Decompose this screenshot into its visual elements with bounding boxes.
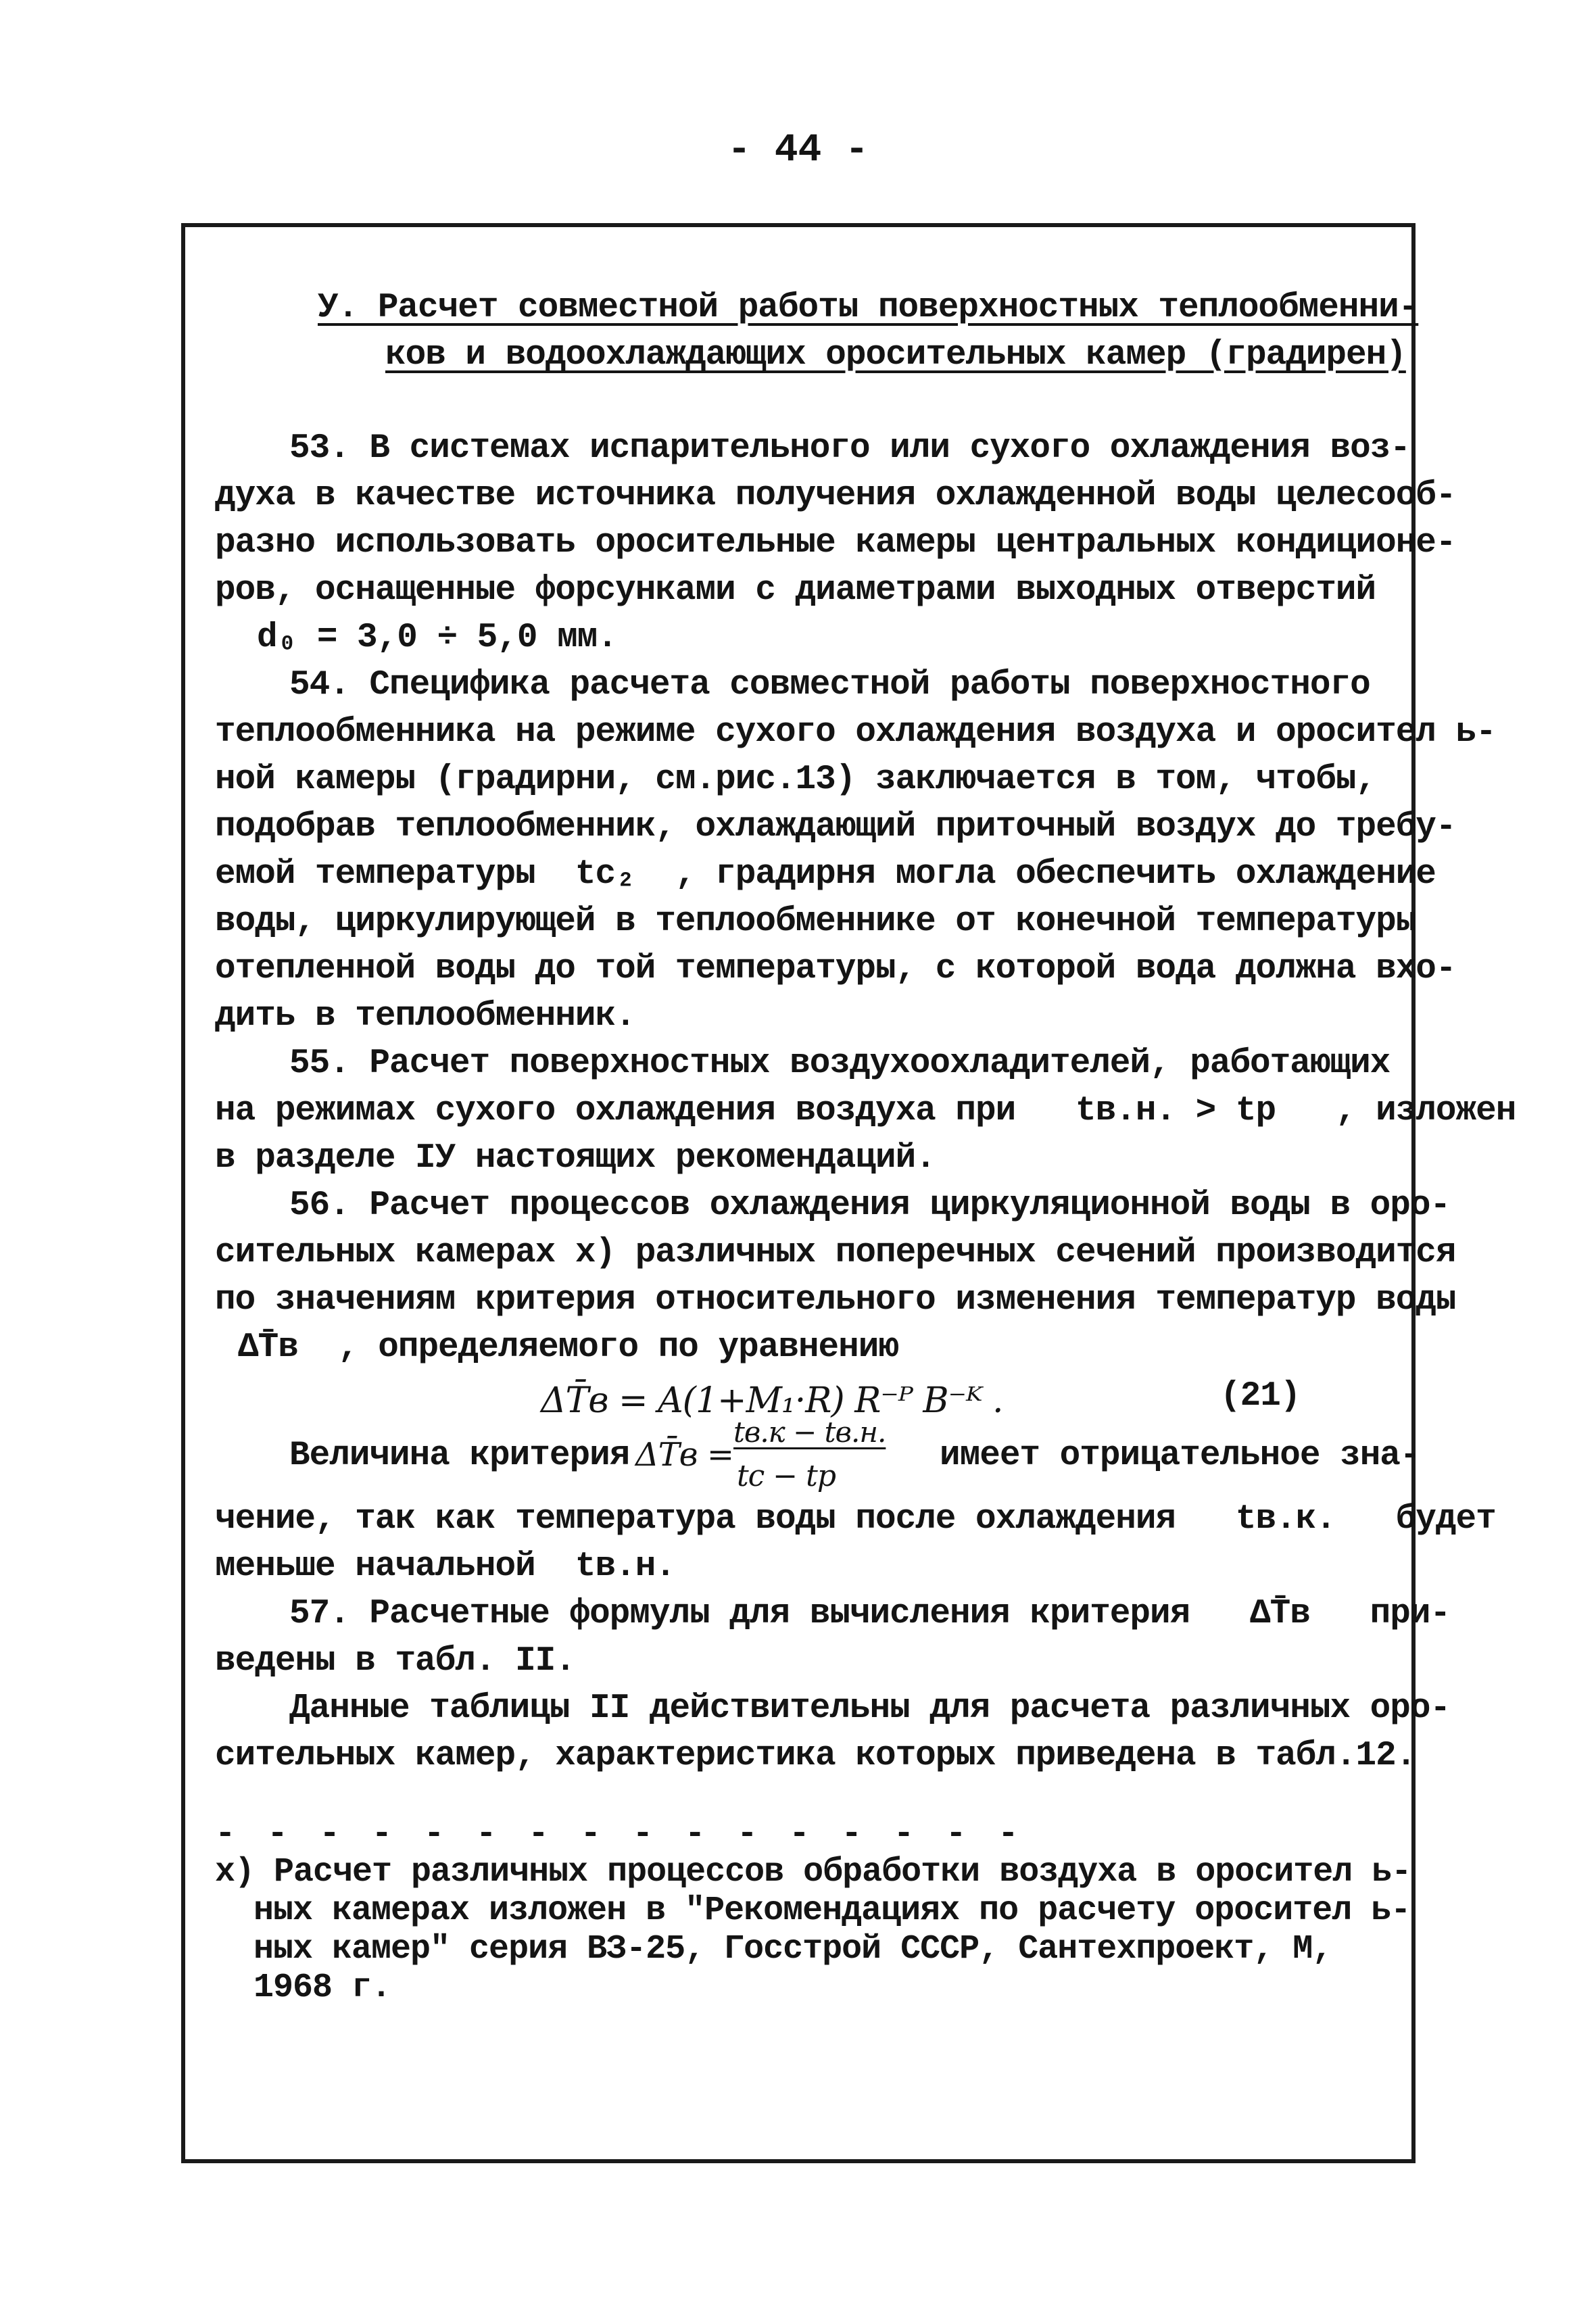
section-title-line-2: ков и водоохлаждающих оросительных камер (градирен) [385,336,1406,375]
table-note-line-1: Данные таблицы II действительны для расчета различных оро- [289,1689,1451,1728]
p57-line-2: ведены в табл. II. [215,1642,575,1681]
formula-21-number: (21) [1220,1377,1301,1416]
footnote-separator: - - - - - - - - - - - - - - - - [215,1815,1024,1854]
p54-line-7: отепленной воды до той температуры, с которой вода должна вхо- [215,950,1456,988]
formula-21: ΔT̄в = A(1+M₁·R) R⁻ᴾ B⁻ᴷ . [541,1380,1003,1421]
criterion-denominator: tс − tр [737,1459,836,1493]
p56-line-3: по значениям критерия относительного изменения температур воды [215,1281,1456,1320]
p54-line-5: емой температуры tc₂ , градирня могла обеспечить охлаждение [215,855,1436,894]
p53-line-1: 53. В системах испарительного или сухого охлаждения воз- [289,429,1410,468]
p53-line-2: духа в качестве источника получения охлажденной воды целесооб- [215,477,1456,515]
section-title-line-1: У. Расчет совместной работы поверхностных теплообменни- [318,289,1419,327]
p54-line-6: воды, циркулирующей в теплообменнике от конечной температуры [215,902,1416,941]
p55-line-3: в разделе IУ настоящих рекомендаций. [215,1139,936,1178]
p53-line-3: разно использовать оросительные камеры центральных кондиционе- [215,524,1456,562]
table-note-line-2: сительных камер, характеристика которых приведена в табл.12. [215,1737,1416,1775]
p54-line-1: 54. Специфика расчета совместной работы поверхностного [289,666,1370,704]
footnote-line-1: х) Расчет различных процессов обработки воздуха в оросител ь- [215,1853,1411,1891]
p57-line-1: 57. Расчетные формулы для вычисления критерия ΔT̄в при- [289,1595,1451,1633]
footnote-line-3: ных камер" серия ВЗ-25, Госстрой СССР, Сантехпроект, М, [253,1930,1332,1969]
page-number: - 44 - [727,128,869,172]
criterion-line-2: чение, так как температура воды после охлаждения tв.к. будет [215,1500,1496,1539]
footnote-line-2: ных камерах изложен в "Рекомендациях по расчету оросител ь- [253,1891,1411,1930]
p56-line-2: сительных камерах х) различных поперечных сечений производится [215,1234,1456,1272]
p54-line-4: подобрав теплообменник, охлаждающий приточный воздух до требу- [215,808,1456,846]
criterion-prefix: Величина критерия [289,1437,630,1475]
p54-line-2: теплообменника на режиме сухого охлаждения воздуха и оросител ь- [215,713,1496,752]
criterion-line-3: меньше начальной tв.н. [215,1547,675,1586]
criterion-suffix: имеет отрицательное зна- [940,1437,1420,1475]
p53-line-5: d₀ = 3,0 ÷ 5,0 мм. [257,619,617,657]
criterion-numerator: tв.к − tв.н. [733,1416,886,1449]
p54-line-8: дить в теплообменник. [215,997,635,1036]
p56-line-4: ΔT̄в , определяемого по уравнению [238,1328,898,1367]
criterion-lhs: ΔT̄в = [635,1436,734,1474]
footnote-line-4: 1968 г. [253,1969,391,2007]
p55-line-1: 55. Расчет поверхностных воздухоохладителей, работающих [289,1044,1391,1083]
p54-line-3: ной камеры (градирни, см.рис.13) заключается в том, чтобы, [215,761,1376,799]
p55-line-2: на режимах сухого охлаждения воздуха при tв.н. > tр , изложен [215,1092,1516,1130]
p53-line-4: ров, оснащенные форсунками с диаметрами выходных отверстий [215,571,1376,610]
p56-line-1: 56. Расчет процессов охлаждения циркуляционной воды в оро- [289,1186,1451,1225]
